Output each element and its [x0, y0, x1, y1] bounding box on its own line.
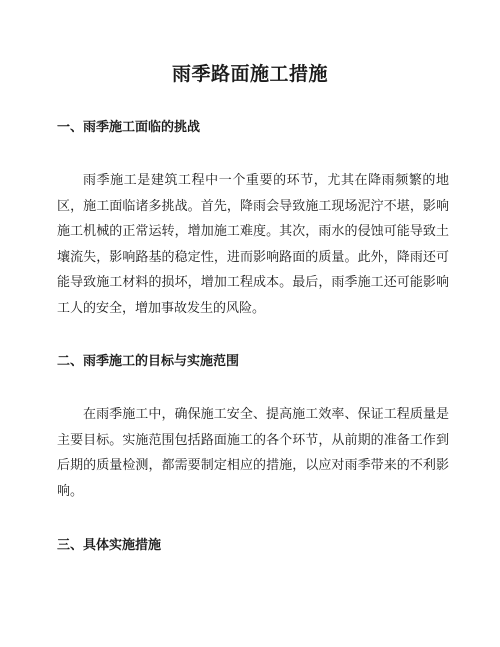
section-heading-1: 一、雨季施工面临的挑战 [57, 120, 201, 135]
section-paragraph-1: 雨季施工是建筑工程中一个重要的环节，尤其在降雨频繁的地区，施工面临诸多挑战。首先，降雨会导致施工现场泥泞不堪，影响施工机械的正常运转，增加施工难度。其次，雨水的侵蚀可能导致土壤流失，影响路基的稳定性，进而影响路面的质量。此外，降雨还可能导致施工材料的损坏，增加工程成本。最后，雨季施工还可能影响工人的安全，增加事故发生的风险。 [57, 173, 449, 316]
section-paragraph-2: 在雨季施工中，确保施工安全、提高施工效率、保证工程质量是主要目标。实施范围包括路面施工的各个环节，从前期的准备工作到后期的质量检测，都需要制定相应的措施，以应对雨季带来的不利影响。 [57, 407, 449, 499]
document-title: 雨季路面施工措施 [171, 63, 328, 85]
section-heading-2: 二、雨季施工的目标与实施范围 [57, 354, 240, 369]
section-heading-3: 三、具体实施措施 [57, 538, 162, 553]
